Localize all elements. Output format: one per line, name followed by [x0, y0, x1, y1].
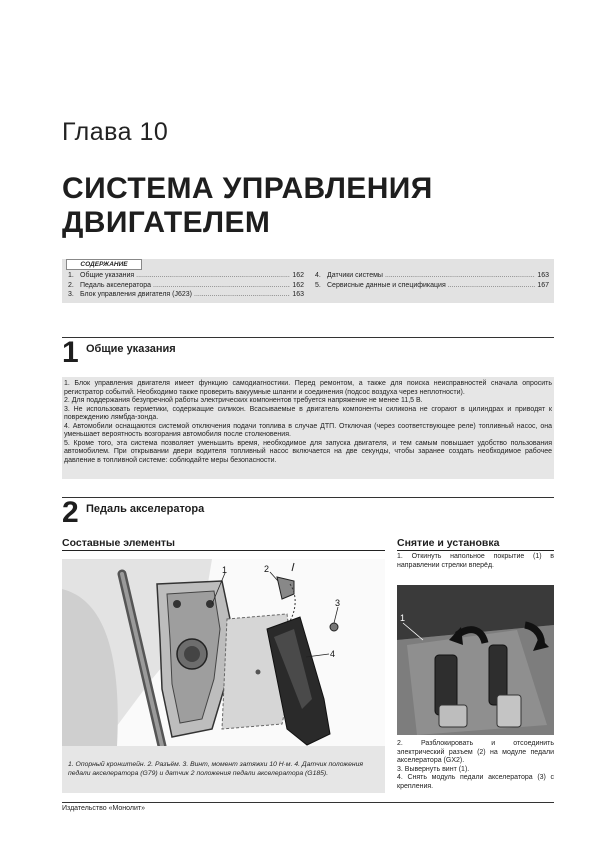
note-item: 3. Не использовать герметики, содержащие силикон. Всасываемые в двигатель компоненты силикона не сгорают в цилиндрах и приводят к повреждению лямбда-зонда.: [64, 405, 552, 421]
callout-2: 2: [264, 564, 270, 574]
toc-page: 163: [537, 272, 549, 279]
toc-entry[interactable]: [68, 281, 304, 291]
toc-entry[interactable]: [68, 290, 304, 300]
toc-page: 167: [537, 281, 549, 289]
section-number: 2: [62, 496, 79, 529]
removal-step-1: [397, 553, 554, 570]
callout-3: 3: [335, 598, 341, 608]
components-heading: Составные элементы: [62, 537, 176, 549]
note-item: 4. Автомобили оснащаются системой отключения подачи топлива в случае ДТП. Отключая (через соответствующее реле) топливный насос, она уменьшает вероятность возгорания автомобиля после столкновения.: [64, 422, 552, 438]
step-text: 4. Снять модуль педали акселератора (3) с крепления.: [397, 774, 554, 790]
removal-photo-svg: [397, 585, 554, 735]
removal-rule: [397, 550, 554, 551]
section-title: Общие указания: [86, 343, 176, 355]
callout-1: 1: [222, 565, 228, 575]
step-text: 3. Вывернуть винт (1).: [397, 765, 470, 773]
general-notes-text: [64, 380, 552, 465]
note-item: 5. Кроме того, эта система позволяет уменьшить время, необходимое для запуска двигателя, и тем самым повышает удобство пользования автомобилем. При открывании двери водителя топливный насос включается на две секунды, чтобы заранее создать необходимое рабочее давление в топливной системе: соблюдайте меры безопасности.: [64, 439, 552, 464]
toc-num: 4.: [315, 272, 321, 279]
section-divider: [62, 497, 554, 498]
toc-num: 2.: [68, 281, 74, 289]
note-item: 1. Блок управления двигателя имеет функцию самодиагностики. Перед ремонтом, а также для поиска неисправностей сначала опросить регистратор событий. Необходимо также проверить вакуумные шланги и соединения (подсос воздуха через неплотности).: [64, 380, 552, 396]
note-item: 2. Для поддержания безупречной работы электрических компонентов требуется напряжение не менее 11,5 В.: [64, 397, 423, 404]
chapter-title: [62, 172, 433, 240]
chapter-title-line2: ДВИГАТЕЛЕМ: [62, 206, 271, 239]
toc-num: 1.: [68, 272, 74, 279]
pedal-diagram-svg: [62, 559, 385, 746]
toc-text: Датчики системы: [327, 272, 383, 279]
removal-heading: Снятие и установка: [397, 537, 500, 549]
toc-entry[interactable]: [315, 271, 549, 281]
toc-right-column: [315, 271, 549, 290]
toc-entry[interactable]: [315, 281, 549, 291]
chapter-label: Глава 10: [62, 118, 169, 146]
pedal-diagram: [62, 559, 385, 746]
section-divider: [62, 337, 554, 338]
components-rule: [62, 550, 385, 551]
toc-heading: СОДЕРЖАНИЕ: [66, 259, 142, 270]
publisher-footer: Издательство «Монолит»: [62, 805, 146, 812]
toc-text: Блок управления двигателя (J623): [80, 291, 193, 298]
removal-steps-rest: [397, 740, 554, 792]
toc-num: 3.: [68, 291, 74, 298]
toc-page: 162: [292, 272, 304, 279]
removal-photo: [397, 585, 554, 735]
section-title: Педаль акселератора: [86, 503, 205, 515]
step-text: 2. Разблокировать и отсоединить электрический разъем (2) на модуле педали акселератора (GX2).: [397, 740, 554, 765]
toc-left-column: [68, 271, 304, 300]
photo-callout-1: 1: [400, 613, 406, 623]
toc-num: 5.: [315, 281, 321, 289]
toc-text: Общие указания: [80, 272, 135, 279]
toc-text: Сервисные данные и спецификация: [327, 281, 446, 289]
callout-4: 4: [330, 649, 336, 659]
diagram-caption: 1. Опорный кронштейн. 2. Разъём. 3. Винт, момент затяжки 10 Н·м. 4. Датчик положения педали акселератора (G79) и датчик 2 положения педали акселератора (G185).: [68, 761, 363, 777]
chapter-title-line1: СИСТЕМА УПРАВЛЕНИЯ: [62, 172, 433, 205]
section-number: 1: [62, 336, 79, 369]
footer-rule: [62, 802, 554, 803]
step-text: 1. Откинуть напольное покрытие (1) в направлении стрелки вперёд.: [397, 553, 554, 569]
toc-text: Педаль акселератора: [80, 281, 152, 289]
toc-page: 162: [292, 281, 304, 289]
toc-entry[interactable]: [68, 271, 304, 281]
toc-page: 163: [292, 291, 304, 298]
